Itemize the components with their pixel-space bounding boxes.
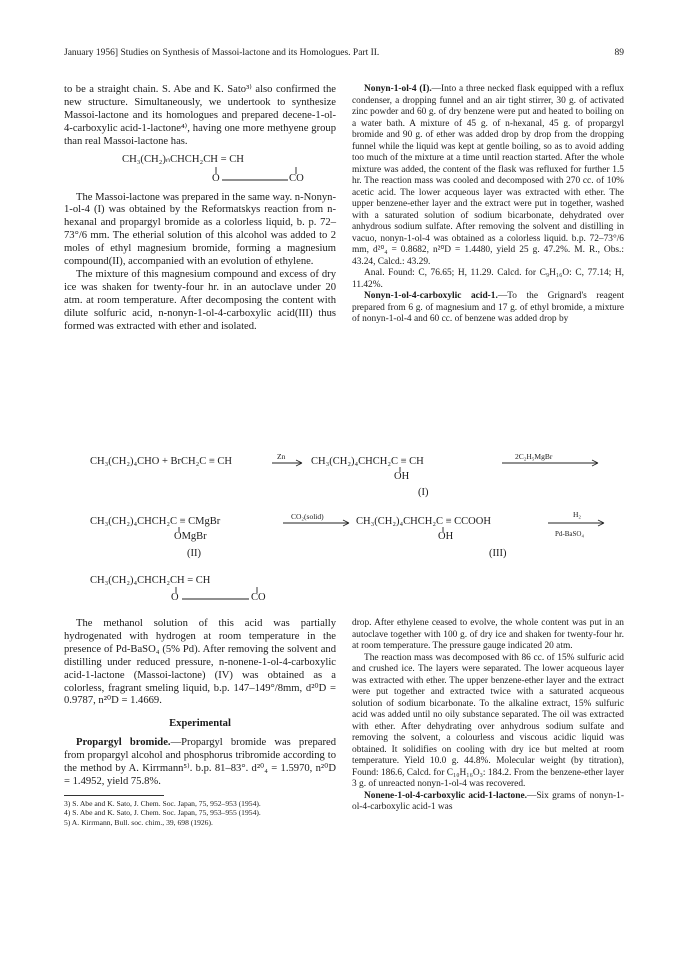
scheme-row1-arrow-label: Zn: [277, 452, 286, 461]
paragraph-magnesium: The mixture of this magnesium compound and excess of dry ice was shaken for twenty-four hr. in an autoclave under 20 atm. at room temperature. After decomposing the content with dilute solfuric acid, n-nonyn-1-ol-4-carboxylic acid(III) thus formed was extracted with ether and isolated.: [64, 268, 336, 332]
scheme-row2-arrow-label: CO₂(solid): [291, 512, 324, 521]
heading-carboxylic-acid: Nonyn-1-ol-4-carboxylic acid-1.: [364, 291, 498, 301]
scheme-row2-oh: OH: [438, 531, 454, 542]
right-column-bottom: [352, 618, 624, 814]
header-title: January 1956] Studies on Synthesis of Massoi-lactone and its Homologues. Part II.: [64, 48, 380, 58]
paragraph-nonynol: —Into a three necked flask equipped with a reflux condenser, a dropping funnel and an air tight stirrer, 30 g. of activated zinc powder and 60 g. of dry benzene were put and heated to boiling on a water bath. A mixture of 45 g. of n-hexanal, 45 g. of propargyl bromide and 90 g. of ether was added drop by drop from the dropping funnel while the liquid was kept at gentle boiling, so as to avoid adding too much of the mixture at a time until reaction started. After the whole mixture was added, the content of the flask was refluxed for further 1.5 hr. The reaction mass was cooled and decomposed with 270 cc. of 10% acetic acid. The lower acqueous layer was extracted with ether. The upper benzene-ether layer and the extract were put in together, washed with a saturated solution of sodium bicarbonate, dehydrated over anhydrous sodium sulfate. After removing the solvent and distilling in vacuo, nonyn-1-ol-4 was obtained as a colorless liquid. b.p. 72–73°/6 mm, d²⁰₄ = 0.8682, n²⁰D = 1.4480, yield 25 g. 47.2%. M. R., Obs.: 43.24, Calcd.: 43.29.: [352, 84, 624, 267]
scheme-row1-reactant: CH₃(CH₂)₄CHO + BrCH₂C ≡ CH: [90, 456, 232, 467]
lactone-formula-top: CH₃(CH₂)ₙCHCH₂CH = CH: [122, 153, 244, 165]
scheme-label-II: (II): [187, 548, 201, 559]
footnote-4: 4) S. Abe and K. Sato, J. Chem. Soc. Japan, 75, 953–955 (1954).: [64, 808, 261, 818]
scheme-row3-o: O: [171, 592, 179, 603]
scheme-row3-top: CH₃(CH₂)₄CHCH₂CH = CH: [90, 575, 211, 586]
paragraph-lactone: —Six grams of nonyn-1-ol-4-carboxylic acid-1 was: [352, 790, 624, 812]
paragraph-hydrogenation: The methanol solution of this acid was partially hydrogenated with hydrogen at room temperature in the presence of Pd-BaSO₄ (5% Pd). After removing the solvent and distilling under reduced pressure, n-nonene-1-ol-4-carboxylic acid-1-lactone (Massoi-lactone) (IV) was obtained as a colorless, fragrant smeling liquid, b.p. 147–149°/8mm, d²⁰D = 0.9787, n²⁰D = 1.4669.: [64, 618, 336, 707]
scheme-row3-co: CO: [251, 592, 266, 603]
scheme-row1-oh: OH: [394, 471, 410, 482]
footnote-rule: [64, 795, 164, 796]
experimental-heading: Experimental: [169, 718, 231, 730]
scheme-row1-product: CH₃(CH₂)₄CHCH₂C ≡ CH: [311, 456, 424, 467]
scheme-row2-arrow2-bottom: Pd-BaSO₄: [555, 530, 584, 538]
heading-nonynol: Nonyn-1-ol-4 (I).: [364, 84, 432, 94]
paragraph-propargyl-bromide: —Propargyl bromide was prepared from propargyl alcohol and phosphorus tribromide according to the method by A. Kirrmann⁵⁾. b.p. 81–83°. d²⁰₄ = 1.5970, n²⁰D = 1.4952, yield 75.8%.: [64, 737, 336, 787]
footnotes: [64, 799, 336, 828]
heading-propargyl-bromide: Propargyl bromide.: [76, 737, 171, 749]
lactone-formula-co: CO: [289, 172, 304, 184]
scheme-label-I: (I): [418, 487, 429, 498]
paragraph-reformatsky: The Massoi-lactone was prepared in the same way. n-Nonyn-1-ol-4 (I) was obtained by the Reformatskys reaction from n-hexanal and propargyl bromide as a colorless liquid, b. p. 72–73°/6 mm. The etherial solution of this alcohol was added to 2 moles of ethyl magnesium bromide, forming a magnesium compound(II), accompanied with an evolution of ethylene.: [64, 191, 336, 268]
paragraph-analysis: Anal. Found: C, 76.65; H, 11.29. Calcd. for C₉H₁₆O: C, 77.14; H, 11.42%.: [352, 268, 624, 290]
intro-paragraph: to be a straight chain. S. Abe and K. Sato³⁾ also confirmed the new structure. Simultaneously, we undertook to synthesize Massoi-lactone and its homologues and prepared decene-1-ol-4-carboxylic acid-1-lactone⁴⁾, having one more methyene group than real Massoi-lactone has.: [64, 84, 336, 147]
footnote-5: 5) A. Kirrmann, Bull. soc. chim., 39, 698 (1926).: [64, 818, 213, 828]
scheme-row2-omgbr: OMgBr: [174, 531, 207, 542]
scheme-label-III: (III): [489, 548, 507, 559]
scheme-row2-product: CH₃(CH₂)₄CHCH₂C ≡ CCOOH: [356, 516, 491, 527]
page-number: 89: [614, 48, 624, 58]
lactone-formula-o: O: [212, 172, 220, 184]
paragraph-workup: The reaction mass was decomposed with 86 cc. of 15% sulfuric acid and crushed ice. The layers were separated. The lower acqueous layer was extracted with ether. The upper benzene-ether layer and the extract were put together and extracted twice with a saturated acqueous solution of sodium bicarbonate. To the alkaline extract, 15% sulfuric acid was added until no oily substance separated. The oil was extracted with ether. After dehydrating over anhydrous sodium sulfate and removing the solvent, a colourless and viscous acidic liquid was obtained. It solidifies on cooling with dry ice but melted at room temperature. Yield 10.0 g. 44.8%. Molecular weight (by titration), Found: 186.6, Calcd. for C₁₀H₁₆O₃: 184.2. From the benzene-ether layer 3 g. of unreacted nonyn-1-ol-4 was recovered.: [352, 652, 624, 789]
paragraph-carboxylic-acid: —To the Grignard's reagent prepared from 6 g. of magnesium and 17 g. of ethyl bromide, a mixture of nonyn-1-ol-4 and 60 cc. of benzene was added drop by: [352, 291, 624, 324]
scheme-row2-reactant: CH₃(CH₂)₄CHCH₂C ≡ CMgBr: [90, 516, 221, 527]
scheme-row2-arrow2-top: H₂: [573, 510, 582, 519]
scheme-row1-arrow2-label: 2C₂H₅MgBr: [515, 452, 553, 461]
paragraph-autoclave: drop. After ethylene ceased to evolve, the whole content was put in an autoclave together with 100 g. of dry ice and shaken for twenty-four hr. at room temperature. The pressure gauge indicated 20 atm.: [352, 618, 624, 651]
heading-lactone: Nonene-1-ol-4-carboxylic acid-1-lactone.: [364, 790, 527, 801]
left-column-bottom: [64, 618, 336, 828]
footnote-3: 3) S. Abe and K. Sato, J. Chem. Soc. Japan, 75, 952–953 (1954).: [64, 798, 261, 808]
